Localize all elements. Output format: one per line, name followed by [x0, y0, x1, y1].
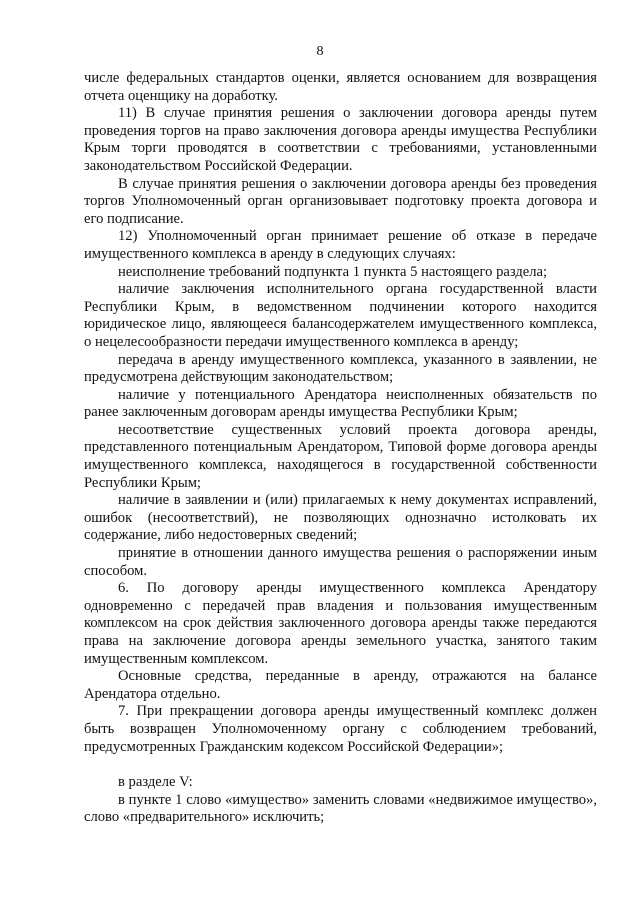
paragraph: в разделе V:: [118, 774, 193, 791]
page-number: 8: [316, 44, 324, 59]
paragraph: наличие в заявлении и (или) прилагаемых к нему документах исправлений, ошибок (несоответствий), не позволяющих однозначно истолковать их содержание, либо недостоверных сведений;: [84, 492, 597, 544]
paragraph: Основные средства, переданные в аренду, отражаются на балансе Арендатора отдельно.: [84, 668, 597, 702]
paragraph: неисполнение требований подпункта 1 пункта 5 настоящего раздела;: [118, 263, 548, 280]
paragraph: 11) В случае принятия решения о заключении договора аренды путем проведения торгов на право заключения договора аренды имущества Республики Крым торги проводятся в соответствии с требованиями, установленными законодательством Российской Федерации.: [84, 105, 597, 174]
paragraph: числе федеральных стандартов оценки, является основанием для возвращения отчета оценщику на доработку.: [84, 70, 597, 104]
paragraph: В случае принятия решения о заключении договора аренды без проведения торгов Уполномоченный орган организовывает подготовку проекта договора и его подписание.: [84, 175, 597, 227]
paragraph: передача в аренду имущественного комплекса, указанного в заявлении, не предусмотрена действующим законодательством;: [84, 351, 597, 386]
document-body: [84, 70, 597, 827]
paragraph: принятие в отношении данного имущества решения о распоряжении иным способом.: [84, 545, 597, 579]
paragraph: 12) Уполномоченный орган принимает решение об отказе в передаче имущественного комплекса в аренду в следующих случаях:: [84, 228, 597, 262]
paragraph: наличие заключения исполнительного органа государственной власти Республики Крым, в ведомственном подчинении которого находится юридическое лицо, являющееся балансодержателем имущественного комплекса, о нецелесообразности передачи имущественного комплекса в аренду;: [84, 281, 597, 350]
paragraph: 6. По договору аренды имущественного комплекса Арендатору одновременно с передачей прав владения и пользования имущественным комплексом на срок действия заключенного договора аренды также передаются права на заключение договора аренды земельного участка, занятого таким имущественным комплексом.: [84, 580, 597, 667]
paragraph: в пункте 1 слово «имущество» заменить словами «недвижимое имущество», слово «предварительного» исключить;: [84, 791, 597, 826]
paragraph: наличие у потенциального Арендатора неисполненных обязательств по ранее заключенным договорам аренды имущества Республики Крым;: [84, 386, 597, 421]
paragraph: несоответствие существенных условий проекта договора аренды, представленного потенциальным Арендатором, Типовой форме договора аренды имущественного комплекса, находящегося в государственной собственности Республики Крым;: [84, 421, 597, 491]
paragraph: 7. При прекращении договора аренды имущественный комплекс должен быть возвращен Уполномоченному органу с соблюдением требований, предусмотренных Гражданским кодексом Российской Федерации»;: [84, 703, 597, 755]
blank-line: [84, 756, 597, 774]
